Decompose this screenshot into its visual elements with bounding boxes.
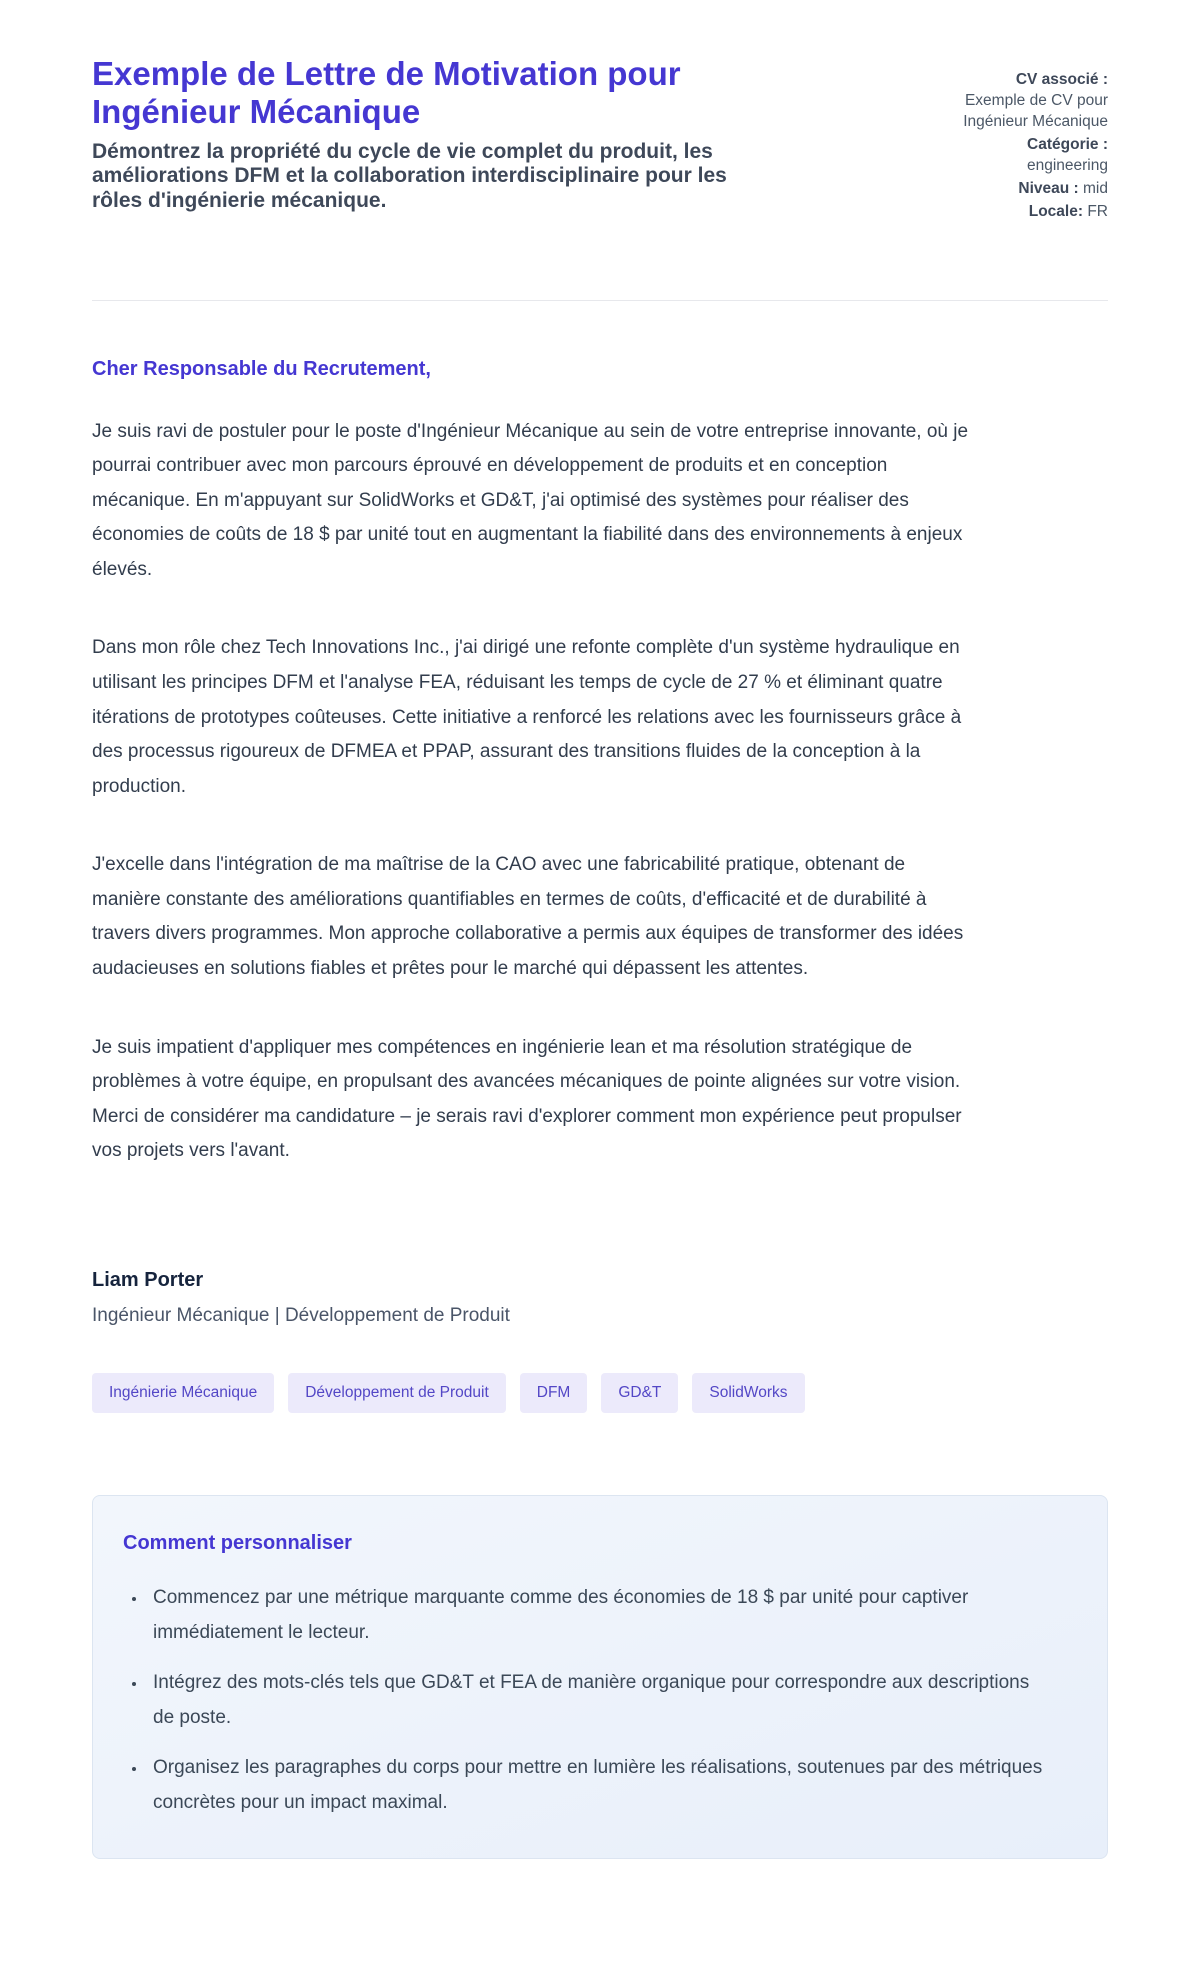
tip-item-1: • Commencez par une métrique marquante comme des économies de 18 $ par unité pour captiver immédiatement le lecteur. [147,1581,1053,1650]
tips-card [92,1495,1108,1859]
meta-level [958,178,1108,199]
tip-item-2: • Intégrez des mots-clés tels que GD&T et FEA de manière organique pour correspondre aux descriptions de poste. [147,1666,1053,1735]
meta-category-label: Catégorie : [1027,136,1108,154]
signature-name: Liam Porter [92,1268,204,1291]
tag-pill-solidworks[interactable]: SolidWorks [692,1373,804,1413]
content-container [92,0,1108,1859]
page-header [92,55,1108,225]
letter-greeting: Cher Responsable du Recrutement, [92,357,431,380]
letter-paragraph-1: Je suis ravi de postuler pour le poste d'Ingénieur Mécanique au sein de votre entreprise innovante, où je pourrai contribuer avec mon parcours éprouvé en développement de produits et en conception mécanique. En m'appuyant sur SolidWorks et GD&T, j'ai optimisé des systèmes pour réaliser des économies de coûts de 18 $ par unité tout en augmentant la fiabilité dans des environnements à enjeux élevés. [92,420,969,580]
title-block [92,55,752,213]
tips-title: Comment personnaliser [123,1531,352,1554]
meta-level-value: mid [1083,180,1108,198]
letter-paragraph-3: J'excelle dans l'intégration de ma maîtrise de la CAO avec une fabricabilité pratique, obtenant de manière constante des améliorations quantifiables en termes de coûts, d'efficacité et de durabilité à travers divers programmes. Mon approche collaborative a permis aux équipes de transformer des idées audacieuses en solutions fiables et prêtes pour le marché qui dépassent les attentes. [92,854,964,980]
header-divider [92,300,1108,301]
tag-list [92,1373,1108,1413]
meta-cv-label: CV associé : [1015,71,1108,88]
meta-cv [958,69,1108,132]
letter-paragraph-2: Dans mon rôle chez Tech Innovations Inc., j'ai dirigé une refonte complète d'un système hydraulique en utilisant les principes DFM et l'analyse FEA, réduisant les temps de cycle de 27 % et éliminant quatre itérations de prototypes coûteuses. Cette initiative a renforcé les relations avec les fournisseurs grâce à des processus rigoureux de DFMEA et PPAP, assurant des transitions fluides de la conception à la production. [92,637,962,797]
letter-section [92,358,1108,1327]
meta-locale-label: Locale: [1028,203,1084,221]
meta-category-value: engineering [1026,157,1108,175]
meta-panel [958,55,1108,225]
meta-category [958,134,1108,176]
page-title: Exemple de Lettre de Motivation pour Ingénieur Mécanique [92,55,681,131]
tips-list [123,1581,1077,1820]
tip-item-3: • Organisez les paragraphes du corps pour mettre en lumière les réalisations, soutenues par des métriques concrètes pour un impact maximal. [147,1751,1053,1820]
tag-pill-dfm[interactable]: DFM [520,1373,588,1413]
page-subtitle: Démontrez la propriété du cycle de vie complet du produit, les améliorations DFM et la collaboration interdisciplinaire pour les rôles d'ingénierie mécanique. [92,139,727,212]
tag-pill-developpement-de-produit[interactable]: Développement de Produit [288,1373,506,1413]
meta-cv-value: Exemple de CV pour Ingénieur Mécanique [963,92,1108,131]
signature-role: Ingénieur Mécanique | Développement de Produit [92,1304,510,1326]
tag-pill-gdt[interactable]: GD&T [601,1373,678,1413]
meta-locale-value: FR [1087,203,1108,221]
meta-locale [958,201,1108,222]
tag-pill-ingenierie-mecanique[interactable]: Ingénierie Mécanique [92,1373,274,1413]
meta-level-label: Niveau : [1018,180,1079,198]
letter-paragraph-4: Je suis impatient d'appliquer mes compétences en ingénierie lean et ma résolution stratégique de problèmes à votre équipe, en propulsant des avancées mécaniques de pointe alignées sur votre vision. Merci de considérer ma candidature – je serais ravi d'explorer comment mon expérience peut propulser vos projets vers l'avant. [92,1036,962,1162]
